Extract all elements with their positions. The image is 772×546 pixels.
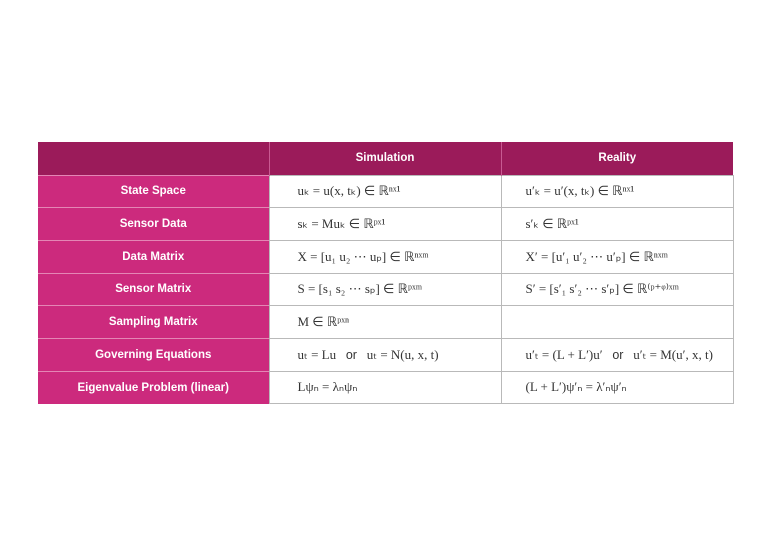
- row-label: Data Matrix: [38, 240, 269, 273]
- table-row: [38, 240, 733, 273]
- header-reality: Reality: [501, 142, 733, 175]
- simulation-cell: X = [u₁ u₂ ⋯ uₚ] ∈ ℝⁿˣᵐ: [269, 240, 501, 273]
- reality-cell: u′ₖ = u′(x, tₖ) ∈ ℝⁿˣ¹: [501, 175, 733, 208]
- reality-cell: X′ = [u′₁ u′₂ ⋯ u′ₚ] ∈ ℝⁿˣᵐ: [501, 240, 733, 273]
- reality-cell: (L + L′)ψ′ₙ = λ′ₙψ′ₙ: [501, 371, 733, 404]
- header-simulation: Simulation: [269, 142, 501, 175]
- simulation-cell: [269, 338, 501, 371]
- simulation-equation-linear: uₜ = Lu: [297, 346, 337, 362]
- or-separator: or: [345, 347, 357, 362]
- table-row: [38, 208, 733, 241]
- table-row: [38, 338, 733, 371]
- simulation-cell: uₖ = u(x, tₖ) ∈ ℝⁿˣ¹: [269, 175, 501, 208]
- simulation-cell: Lψₙ = λₙψₙ: [269, 371, 501, 404]
- simulation-equation-nonlinear: uₜ = N(u, x, t): [366, 346, 439, 362]
- simulation-cell: M ∈ ℝᵖˣⁿ: [269, 306, 501, 339]
- row-label: State Space: [38, 175, 269, 208]
- header-row: [38, 142, 733, 175]
- reality-cell: s′ₖ ∈ ℝᵖˣ¹: [501, 208, 733, 241]
- comparison-table: [38, 142, 734, 404]
- row-label: Sampling Matrix: [38, 306, 269, 339]
- reality-equation-nonlinear: u′ₜ = M(u′, x, t): [633, 346, 713, 362]
- row-label: Eigenvalue Problem (linear): [38, 371, 269, 404]
- table-row: [38, 371, 733, 404]
- reality-cell-empty: [501, 306, 733, 339]
- or-separator: or: [612, 347, 624, 362]
- reality-equation-linear: u′ₜ = (L + L′)u′: [525, 346, 603, 362]
- header-corner: [38, 142, 269, 175]
- reality-cell: [501, 338, 733, 371]
- table-row: [38, 175, 733, 208]
- row-label: Governing Equations: [38, 338, 269, 371]
- simulation-cell: S = [s₁ s₂ ⋯ sₚ] ∈ ℝᵖˣᵐ: [269, 273, 501, 306]
- simulation-cell: sₖ = Muₖ ∈ ℝᵖˣ¹: [269, 208, 501, 241]
- table-row: [38, 306, 733, 339]
- table-row: [38, 273, 733, 306]
- row-label: Sensor Matrix: [38, 273, 269, 306]
- row-label: Sensor Data: [38, 208, 269, 241]
- reality-cell: S′ = [s′₁ s′₂ ⋯ s′ₚ] ∈ ℝ⁽ᵖ⁺ᵠ⁾ˣᵐ: [501, 273, 733, 306]
